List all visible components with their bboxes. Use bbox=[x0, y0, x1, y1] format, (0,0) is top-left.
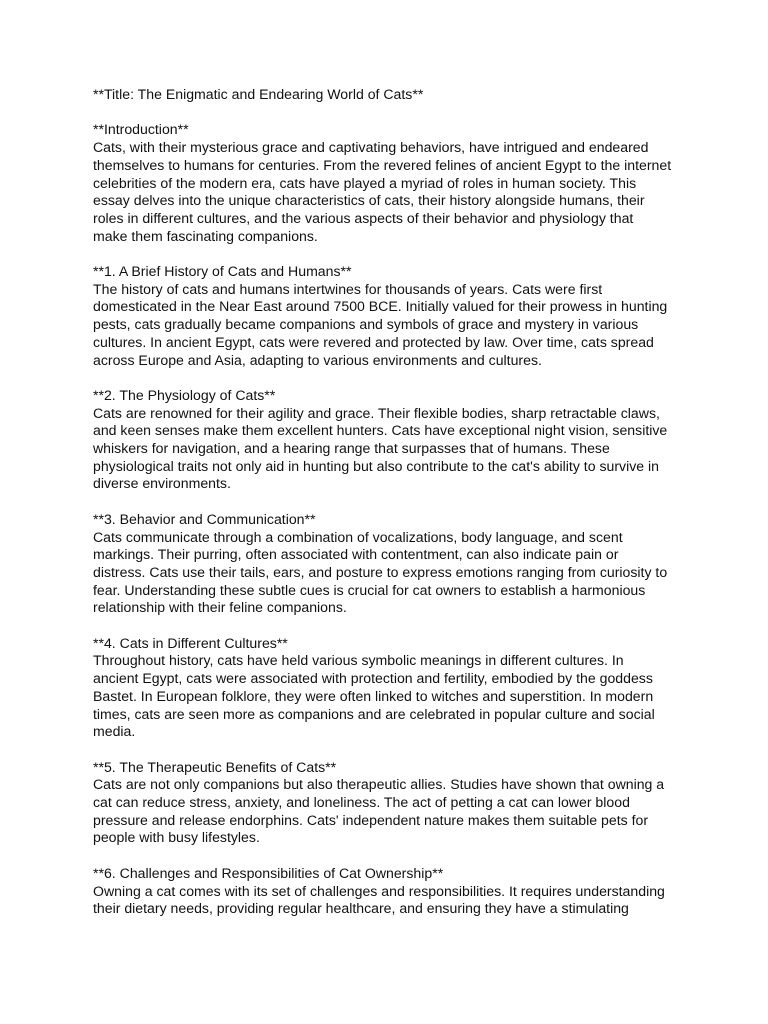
text-line: their dietary needs, providing regular healthcare, and ensuring they have a stimulating bbox=[93, 900, 629, 917]
text-line: Cats, with their mysterious grace and captivating behaviors, have intrigued and endeared bbox=[93, 139, 649, 156]
paragraph-gap bbox=[93, 369, 693, 387]
text-line: roles in different cultures, and the various aspects of their behavior and physiology that bbox=[93, 209, 634, 226]
text-line: Throughout history, cats have held various symbolic meanings in different cultures. In bbox=[93, 652, 624, 669]
paragraph-gap bbox=[93, 245, 693, 263]
text-line: media. bbox=[93, 723, 136, 740]
text-line: physiological traits not only aid in hunting but also contribute to the cat's ability to survive in bbox=[93, 457, 659, 474]
text-line: pressure and release endorphins. Cats' independent nature makes them suitable pets for bbox=[93, 811, 649, 828]
text-line: relationship with their feline companions. bbox=[93, 599, 347, 616]
section-heading: **Introduction** bbox=[93, 121, 189, 138]
text-line: ancient Egypt, cats were associated with protection and fertility, embodied by the goddess bbox=[93, 670, 653, 687]
text-line: Cats communicate through a combination of vocalizations, body language, and scent bbox=[93, 528, 623, 545]
text-line: diverse environments. bbox=[93, 475, 231, 492]
introduction-section bbox=[93, 121, 693, 245]
text-line: whiskers for navigation, and a hearing range that surpasses that of humans. These bbox=[93, 440, 610, 457]
text-line: Cats are renowned for their agility and grace. Their flexible bodies, sharp retractable claws, bbox=[93, 404, 660, 421]
text-line: and keen senses make them excellent hunters. Cats have exceptional night vision, sensitive bbox=[93, 422, 668, 439]
text-line: distress. Cats use their tails, ears, and posture to express emotions ranging from curiosity to bbox=[93, 563, 668, 580]
paragraph-gap bbox=[93, 847, 693, 865]
text-line: times, cats are seen more as companions and are celebrated in popular culture and social bbox=[93, 705, 655, 722]
section-cultures bbox=[93, 635, 693, 741]
text-line: Bastet. In European folklore, they were often linked to witches and superstition. In modern bbox=[93, 687, 654, 704]
section-therapeutic bbox=[93, 759, 693, 848]
text-line: cultures. In ancient Egypt, cats were revered and protected by law. Over time, cats spread bbox=[93, 333, 654, 350]
paragraph-gap bbox=[93, 493, 693, 511]
text-line: across Europe and Asia, adapting to various environments and cultures. bbox=[93, 351, 542, 368]
text-line: themselves to humans for centuries. From the revered felines of ancient Egypt to the internet bbox=[93, 156, 672, 173]
section-history bbox=[93, 263, 693, 369]
text-line: Cats are not only companions but also therapeutic allies. Studies have shown that owning a bbox=[93, 776, 665, 793]
section-heading: **5. The Therapeutic Benefits of Cats** bbox=[93, 758, 337, 775]
text-line: essay delves into the unique characteristics of cats, their history alongside humans, their bbox=[93, 192, 645, 209]
section-physiology bbox=[93, 387, 693, 493]
text-line: domesticated in the Near East around 7500 BCE. Initially valued for their prowess in hunting bbox=[93, 298, 668, 315]
paragraph-gap bbox=[93, 617, 693, 635]
text-line: cat can reduce stress, anxiety, and loneliness. The act of petting a cat can lower blood bbox=[93, 794, 630, 811]
paragraph-gap bbox=[93, 104, 693, 122]
text-line: make them fascinating companions. bbox=[93, 227, 318, 244]
section-heading: **6. Challenges and Responsibilities of Cat Ownership** bbox=[93, 864, 444, 881]
text-line: Owning a cat comes with its set of challenges and responsibilities. It requires understanding bbox=[93, 882, 665, 899]
section-behavior bbox=[93, 511, 693, 617]
document-title: **Title: The Enigmatic and Endearing World of Cats** bbox=[93, 86, 424, 102]
text-line: people with busy lifestyles. bbox=[93, 829, 260, 846]
section-heading: **2. The Physiology of Cats** bbox=[93, 386, 276, 403]
text-line: markings. Their purring, often associated with contentment, can also indicate pain or bbox=[93, 546, 619, 563]
paragraph-gap bbox=[93, 741, 693, 759]
section-heading: **4. Cats in Different Cultures** bbox=[93, 634, 288, 651]
section-heading: **3. Behavior and Communication** bbox=[93, 510, 316, 527]
document-body bbox=[93, 86, 693, 918]
text-line: The history of cats and humans intertwines for thousands of years. Cats were first bbox=[93, 280, 603, 297]
text-line: celebrities of the modern era, cats have played a myriad of roles in human society. This bbox=[93, 174, 637, 191]
text-line: pests, cats gradually became companions and symbols of grace and mystery in various bbox=[93, 316, 639, 333]
section-ownership bbox=[93, 865, 693, 918]
section-heading: **1. A Brief History of Cats and Humans** bbox=[93, 263, 352, 279]
text-line: fear. Understanding these subtle cues is crucial for cat owners to establish a harmonious bbox=[93, 581, 646, 598]
